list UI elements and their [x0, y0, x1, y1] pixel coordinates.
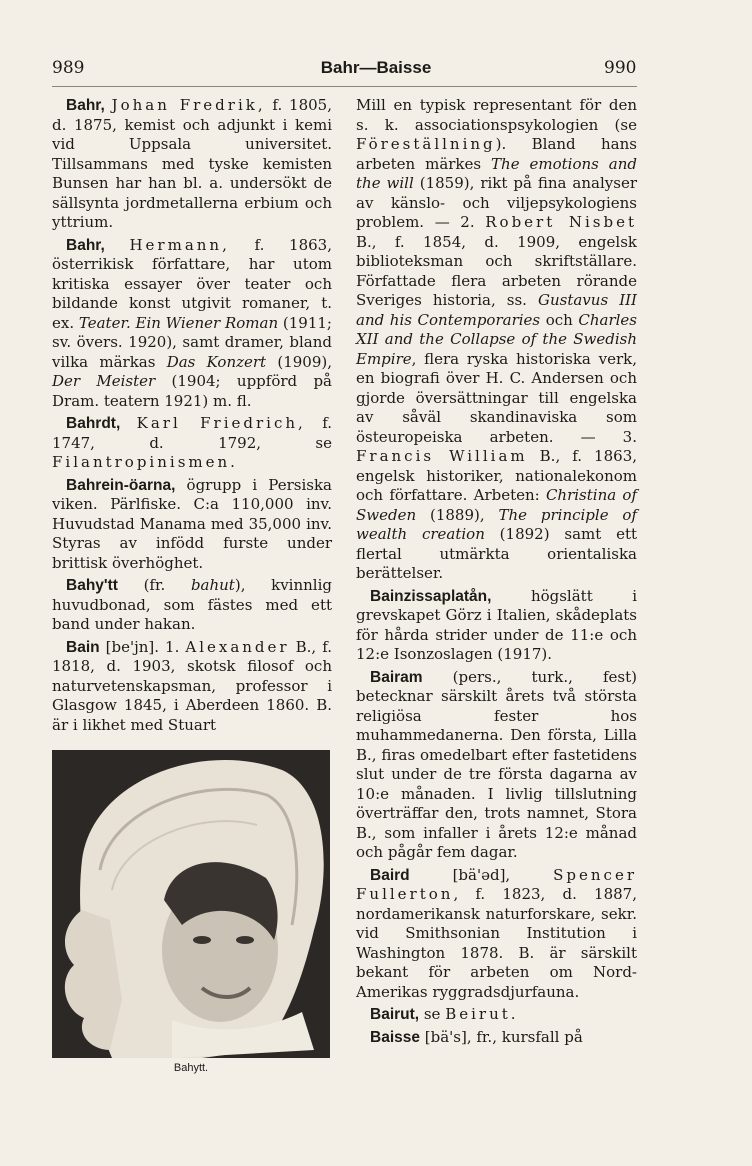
person-name: Hermann,	[129, 235, 230, 254]
work-title: Der Meister	[52, 372, 156, 390]
entry-text: , f. 1823, d. 1887, nordamerikansk naturforskare, sekr. vid Smithsonian Institution i Washington 1878. B. är särskilt bekant för arbeten om Nord-Amerikas ryggradsdjurfauna.	[356, 885, 637, 1001]
headword: Bain	[66, 638, 100, 656]
person-name: Francis William	[356, 447, 528, 465]
person-name: Johan Fredrik,	[111, 96, 266, 114]
entry-text: f. 1805, d. 1875, kemist och adjunkt i kemi vid Uppsala universitet. Tillsammans med tyske kemisten Bunsen har han bl. a. undersökt de sällsynta jordmetallerna erbium och yttrium.	[52, 96, 332, 231]
entry-text: f. 1747, d. 1792, se	[52, 414, 332, 452]
entry-text: (fr.	[117, 576, 191, 594]
entry-bahr-johan	[52, 96, 332, 233]
headword: Bahy'tt	[66, 577, 118, 594]
entry-text: (1911; sv. övers. 1920), samt dramer, bland vilka märkas	[52, 313, 332, 371]
entry-text: .	[230, 453, 235, 471]
entry-text: se	[419, 1005, 446, 1023]
entry-bahrein	[52, 476, 332, 574]
entry-bainzissaplatan	[356, 587, 637, 665]
header-rule	[52, 86, 637, 87]
entry-text: B., f. 1863, engelsk historiker, nationalekonom och författare. Arbeten:	[356, 447, 638, 504]
bahytt-photo	[52, 750, 330, 1058]
entry-text: (1859), rikt på fina analyser av känslo- och viljepsykologiens problem. — 2.	[356, 174, 637, 231]
entry-baird	[356, 866, 637, 1003]
headword: Bairut,	[370, 1006, 420, 1023]
headword: Bahr,	[66, 97, 105, 114]
entry-bairut	[356, 1005, 637, 1025]
work-title: The principle of wealth creation	[356, 505, 637, 543]
page-number-left: 989	[52, 58, 85, 78]
person-name: Robert Nisbet	[485, 213, 637, 231]
headword: Bahrein-öarna,	[66, 476, 176, 494]
page-header	[0, 58, 752, 86]
entry-baisse	[356, 1028, 637, 1048]
work-title: Das Konzert	[166, 352, 267, 371]
entry-text: ögrupp i Persiska viken. Pärlfiske. C:a 110,000 inv. Huvudstad Manama med 35,000 inv. Styras av infödd furste under brittisk överhöghet.	[52, 475, 332, 572]
entry-text: högslätt i grevskapet Görz i Italien, skådeplats för hårda strider under de 11:e och 12:e Isonzoslagen (1917).	[356, 586, 637, 663]
headword: Bainzissaplatån,	[370, 587, 492, 605]
entry-text: (pers., turk., fest) betecknar särskilt årets två största religiösa fester hos muhammedanerna. Den första, Lilla B., firas omedelbart efter fastetidens slut under de tre första dagarna av 10:e månaden. I livlig tillslutning överträffar den, trots namnet, Stora B., som infaller i årets 12:e månad och pågår fem dagar.	[356, 667, 637, 861]
headword: Bahr,	[66, 236, 105, 254]
entry-text: Mill en typisk representant för den s. k. associationspsykologien (se	[356, 96, 637, 134]
headword: Bairam	[370, 668, 423, 686]
work-title: Gustavus III and his Contemporaries	[356, 291, 637, 329]
entry-text: .	[510, 1005, 516, 1023]
work-title: The emotions and the will	[356, 154, 637, 192]
etymology: bahut	[190, 576, 235, 594]
entry-text: B., f. 1854, d. 1909, engelsk biblioteksman och skriftställare. Författade flera arbeten rörande Sveriges historia, ss.	[356, 232, 637, 309]
figure-caption: Bahytt.	[173, 1062, 209, 1074]
entry-bahrdt	[52, 414, 332, 473]
right-column	[356, 96, 637, 1050]
entry-text: och	[540, 310, 579, 329]
entry-text: [bä'əd],	[409, 865, 554, 884]
person-name: Karl Friedrich,	[136, 414, 306, 432]
headword: Baisse	[370, 1028, 420, 1046]
entry-text: (1889),	[416, 505, 499, 524]
cross-reference: Föreställning	[356, 135, 496, 153]
entry-text: (1904; uppförd på Dram. teatern 1921) m. fl.	[52, 372, 332, 410]
entry-text: B., f. 1818, d. 1903, skotsk filosof och naturvetenskapsman, professor i Glasgow 1845, i Aberdeen 1860. B. är i likhet med Stuart	[52, 637, 332, 734]
entry-bain-continued	[356, 96, 637, 584]
entry-bairam	[356, 668, 637, 863]
page-number-right: 990	[604, 58, 637, 78]
entry-text: , flera ryska historiska verk, en biografi över H. C. Andersen och gjorde översättningar till engelska av såväl skandinaviska som östeuropeiska arbeten. — 3.	[356, 349, 637, 446]
entry-bain	[52, 638, 332, 736]
work-title: Christina of Sweden	[356, 486, 637, 524]
entry-text: ), kvinnlig huvudbonad, som fästes med ett band under hakan.	[52, 576, 332, 633]
left-column	[52, 96, 332, 738]
entry-text: [bä's], fr., kursfall på	[419, 1027, 583, 1046]
cross-reference: Beirut	[445, 1005, 511, 1023]
entry-text: f. 1863, österrikisk författare, har utom kritiska essayer över teater och bildande konst utgivit romaner, t. ex.	[52, 235, 332, 332]
entry-text: ). Bland hans arbeten märkes	[356, 135, 637, 173]
running-title: Bahr—Baisse	[320, 58, 432, 77]
work-title: Charles XII and the Collapse of the Swedish Empire	[356, 310, 637, 368]
person-name: Alexander	[185, 637, 290, 656]
entry-text: [be'jn]. 1.	[99, 637, 186, 656]
headword: Bahrdt,	[66, 415, 121, 432]
cross-reference: Filantropinismen	[52, 453, 231, 471]
headword: Baird	[370, 866, 410, 884]
bonnet-portrait-illustration	[52, 750, 330, 1058]
entry-text: (1892) samt ett flertal utmärkta orientaliska berättelser.	[356, 525, 637, 582]
entry-bahr-hermann	[52, 236, 332, 412]
person-name: Spencer Fullerton	[356, 865, 637, 903]
entry-bahytt	[52, 576, 332, 635]
work-title: Teater. Ein Wiener Roman	[78, 313, 279, 332]
entry-text: (1909),	[266, 352, 332, 371]
